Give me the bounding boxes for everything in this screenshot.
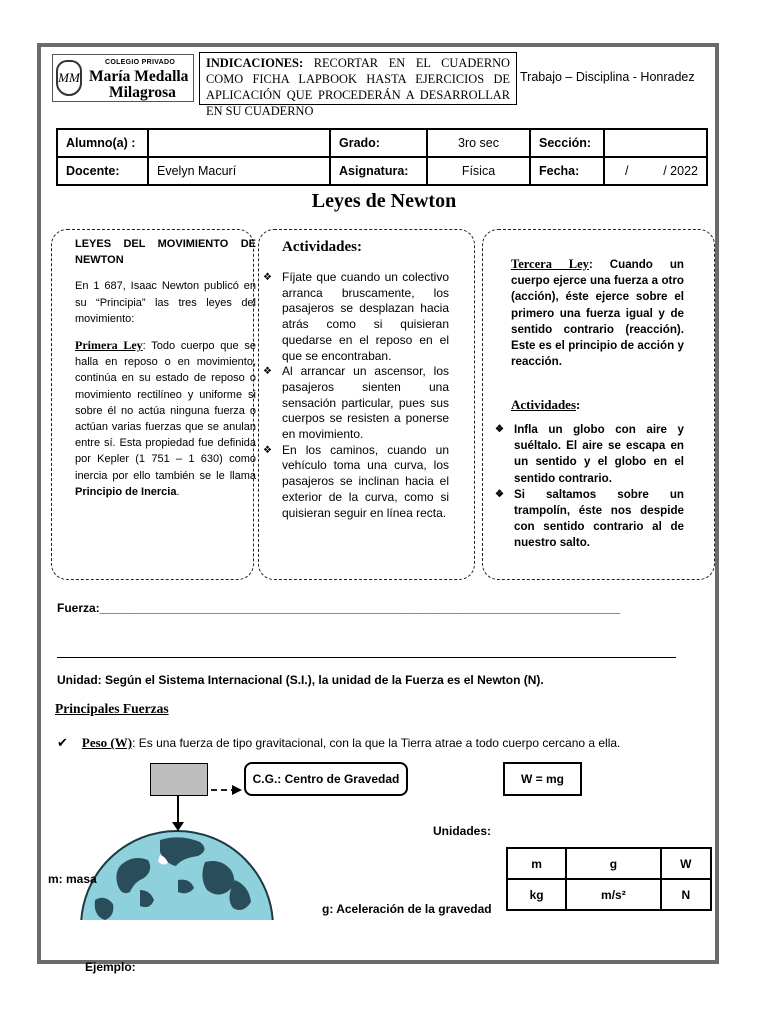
page-title: Leyes de Newton: [311, 190, 457, 212]
diamond-bullet-icon: ❖: [495, 424, 504, 435]
gravity-label: g: Aceleración de la gravedad: [322, 902, 492, 916]
example-label: Ejemplo:: [85, 960, 136, 974]
diamond-bullet-icon: ❖: [263, 366, 272, 378]
table-cell: g: [566, 848, 660, 879]
formula-box: W = mg: [503, 762, 582, 796]
weight-arrow-head: [172, 822, 184, 831]
table-row: [507, 848, 711, 879]
instructions-label: INDICACIONES:: [206, 56, 304, 70]
table-cell: kg: [507, 879, 566, 910]
asignatura-value: Física: [427, 157, 530, 185]
first-law-text: : Todo cuerpo que se halla en reposo o en movimiento, continúa en su estado de reposo o movimiento rectilíneo y uniforme si sobre él no actúa ninguna fuerza o actúan varias fuerzas que se anulan entre sí. Esta propiedad fue definida por Kepler (1 751 – 1 630) como inercia por ello también se le llama: [75, 340, 256, 482]
table-cell: m: [507, 848, 566, 879]
check-icon: ✔: [57, 735, 68, 750]
principales-heading: Principales Fuerzas: [55, 701, 169, 716]
table-cell: N: [661, 879, 711, 910]
diamond-bullet-icon: ❖: [495, 488, 504, 500]
cg-pointer-head: [232, 785, 242, 795]
school-name-line1: María Medalla: [89, 68, 189, 85]
fecha-field[interactable]: / / 2022: [604, 157, 707, 185]
fecha-label: Fecha:: [530, 157, 604, 185]
box3-activities-colon: :: [576, 397, 581, 412]
table-row: [507, 879, 711, 910]
cg-label-box: C.G.: Centro de Gravedad: [244, 762, 408, 796]
box3-activities-label: Actividades: [511, 397, 576, 412]
grado-value: 3ro sec: [427, 129, 530, 157]
instructions-text: RECORTAR EN EL CUADERNO COMO FICHA LAPBOOK HASTA EJERCICIOS DE APLICACIÓN QUE PROCEDERÁN A DESARROLLAR EN SU CUADERNO: [206, 56, 510, 118]
seccion-label: Sección:: [530, 129, 604, 157]
third-law-label: Tercera Ley: [511, 257, 589, 271]
docente-value: Evelyn Macurí: [148, 157, 330, 185]
diamond-bullet-icon: ❖: [263, 272, 272, 283]
first-law-label: Primera Ley: [75, 338, 143, 353]
diamond-bullet-icon: ❖: [263, 444, 272, 456]
unidades-label: Unidades:: [433, 824, 492, 838]
activity-text: Infla un globo con aire y suéltalo. El aire se escapa en un sentido y el globo en el sentido contrario.: [514, 423, 684, 485]
fuerza-line[interactable]: Fuerza:______________________________________________________________________________: [57, 601, 621, 615]
mass-label: m: masa: [48, 872, 97, 886]
third-law-text: : Cuando un cuerpo ejerce una fuerza a otro (acción), éste ejerce sobre el primero una fuerza igual y de sentido contrario (reacción). Este es el principio de acción y reacción.: [511, 258, 684, 369]
table-cell: W: [661, 848, 711, 879]
docente-label: Docente:: [57, 157, 148, 185]
activity-text: Al arrancar un ascensor, los pasajeros sienten una sensación particular, pues sus cuerpos se resisten a ponerse en movimiento.: [282, 364, 449, 442]
grado-label: Grado:: [330, 129, 427, 157]
activity-text: Fíjate que cuando un colectivo arranca bruscamente, los pasajeros se desplazan hacia atrás como si quisieran quedarse en el reposo en el que se encontraban.: [282, 270, 449, 363]
unidad-text: Unidad: Según el Sistema Internacional (S.I.), la unidad de la Fuerza es el Newton (N).: [57, 673, 544, 687]
box1-intro: En 1 687, Isaac Newton publicó en su “Principia” las tres leyes del movimiento:: [75, 280, 256, 325]
asignatura-label: Asignatura:: [330, 157, 427, 185]
earth-illustration: [81, 831, 273, 1023]
alumno-label: Alumno(a) :: [57, 129, 148, 157]
first-law-bold: Principio de Inercia: [75, 485, 177, 498]
school-motto: Trabajo – Disciplina - Honradez: [520, 70, 695, 84]
first-law-end: .: [176, 485, 180, 498]
units-table: [506, 847, 712, 911]
peso-label: Peso (W): [81, 735, 133, 750]
table-cell: m/s²: [566, 879, 660, 910]
activity-text: Si saltamos sobre un trampolín, éste nos despide con sentido contrario al de nuestro salto.: [514, 487, 684, 550]
peso-text: : Es una fuerza de tipo gravitacional, con la que la Tierra atrae a todo cuerpo cercano a ella.: [132, 736, 621, 750]
school-type: COLEGIO PRIVADO: [105, 59, 176, 66]
mass-block: [150, 763, 208, 796]
logo-emblem: MM: [56, 60, 82, 96]
school-name-line2: Milagrosa: [109, 84, 176, 101]
activities-heading: Actividades:: [282, 239, 362, 255]
activity-text: En los caminos, cuando un vehículo toma una curva, los pasajeros se inclinan hacia el exterior de la curva, como si quisieran seguir en línea recta.: [282, 442, 449, 520]
box1-heading: LEYES DEL MOVIMIENTO DE NEWTON: [75, 238, 256, 267]
